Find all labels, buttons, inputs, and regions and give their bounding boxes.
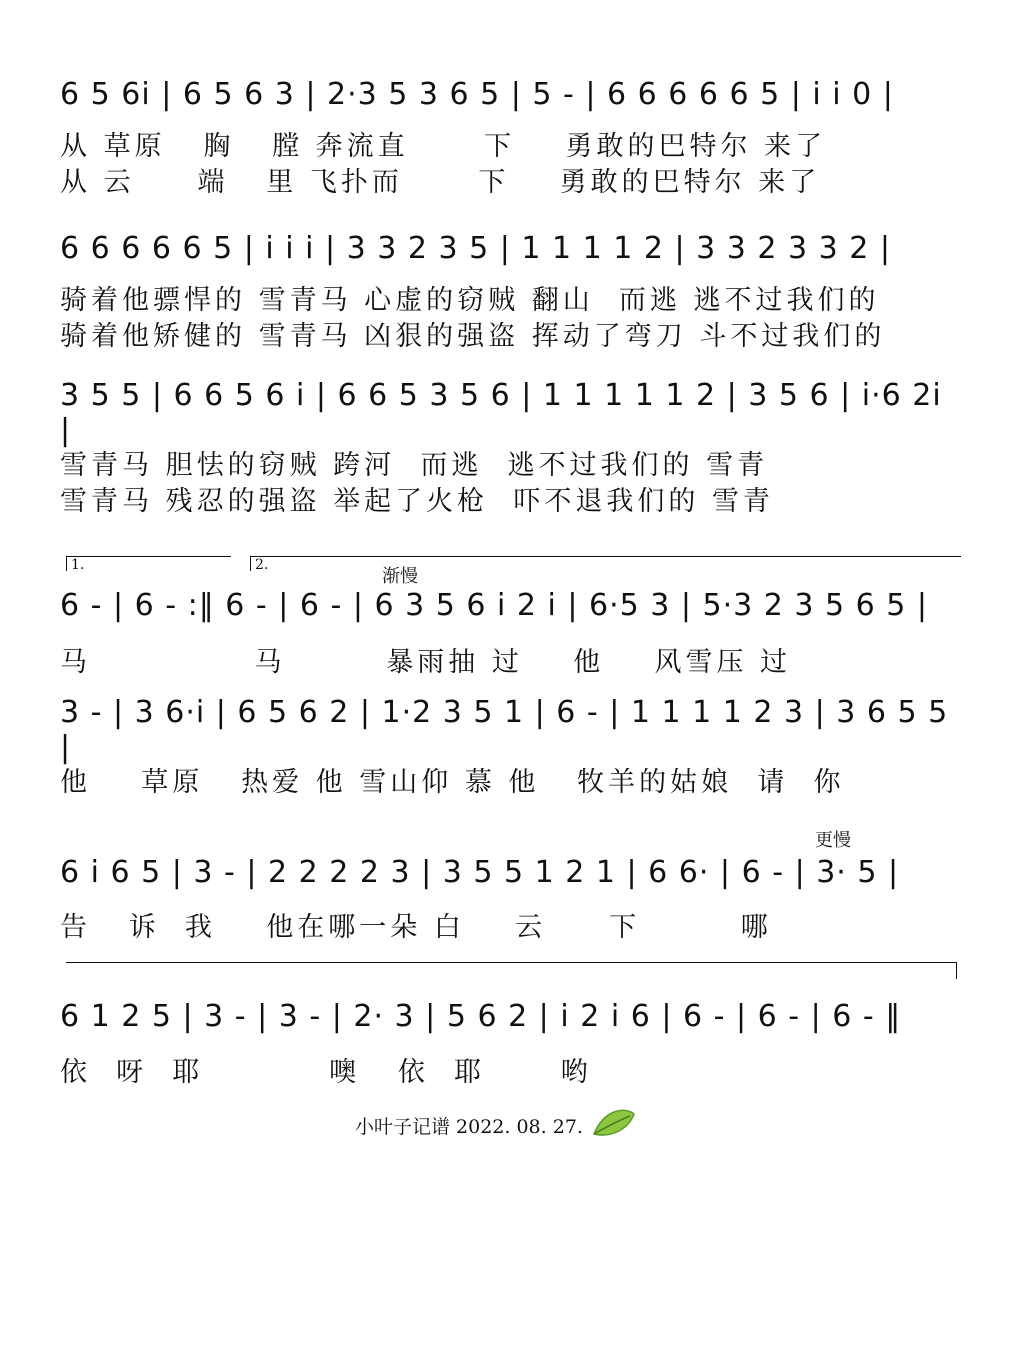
- lyrics-verse-2: 雪青马 残忍的强盗 举起了火枪 吓不退我们的 雪青: [60, 486, 774, 517]
- volta-first-ending: 1.: [66, 556, 231, 571]
- volta-second-ending: 2.: [250, 556, 961, 571]
- notation-line: 6 6 6 6 6 5 | i i i | 3 3 2 3 5 | 1 1 1 1 2 | 3 3 2 3 3 2 |: [60, 230, 892, 266]
- lyrics-line: 告 诉 我 他在哪一朵 白 云 下 哪: [60, 912, 772, 943]
- lyrics-verse-2: 骑着他矫健的 雪青马 凶狠的强盗 挥动了弯刀 斗不过我们的: [60, 321, 886, 352]
- leaf-icon: [590, 1104, 638, 1140]
- lyrics-verse-2: 从 云 端 里 飞扑而 下 勇敢的巴特尔 来了: [60, 167, 821, 198]
- notation-line: 3 - | 3 6·i | 6 5 6 2 | 1·2 3 5 1 | 6 - | 1 1 1 1 2 3 | 3 6 5 5 |: [60, 695, 949, 765]
- lyrics-verse-1: 骑着他骠悍的 雪青马 心虚的窃贼 翻山 而逃 逃不过我们的: [60, 285, 880, 316]
- lyrics-line: 他 草原 热爱 他 雪山仰 慕 他 牧羊的姑娘 请 你: [60, 767, 845, 798]
- lyrics-line: 马 马 暴雨抽 过 他 风雪压 过: [60, 647, 792, 678]
- lyrics-verse-1: 从 草原 胸 膛 奔流直 下 勇敢的巴特尔 来了: [60, 131, 827, 162]
- notation-line: 6 1 2 5 | 3 - | 3 - | 2· 3 | 5 6 2 | i 2 i 6 | 6 - | 6 - | 6 - ‖: [60, 998, 902, 1034]
- transcriber-credit: 小叶子记谱 2022. 08. 27.: [355, 1116, 583, 1138]
- lyrics-line: 依 呀 耶 噢 依 耶 哟: [60, 1057, 592, 1088]
- tempo-marking-more-rit: 更慢: [815, 830, 851, 851]
- notation-line: 6 5 6i | 6 5 6 3 | 2·3 5 3 6 5 | 5 - | 6 6 6 6 6 5 | i i 0 |: [60, 76, 894, 112]
- notation-line: 6 - | 6 - :‖ 6 - | 6 - | 6 3 5 6 i 2 i | 6·5 3 | 5·3 2 3 5 6 5 |: [60, 587, 928, 623]
- tempo-marking-rit: 渐慢: [382, 566, 418, 587]
- lyrics-verse-1: 雪青马 胆怯的窃贼 跨河 而逃 逃不过我们的 雪青: [60, 450, 769, 481]
- notation-line: 6 i 6 5 | 3 - | 2 2 2 2 3 | 3 5 5 1 2 1 | 6 6· | 6 - | 3· 5 |: [60, 854, 900, 890]
- phrase-bracket: [66, 962, 957, 979]
- notation-line: 3 5 5 | 6 6 5 6 i | 6 6 5 3 5 6 | 1 1 1 1 1 2 | 3 5 6 | i·6 2i |: [60, 378, 942, 448]
